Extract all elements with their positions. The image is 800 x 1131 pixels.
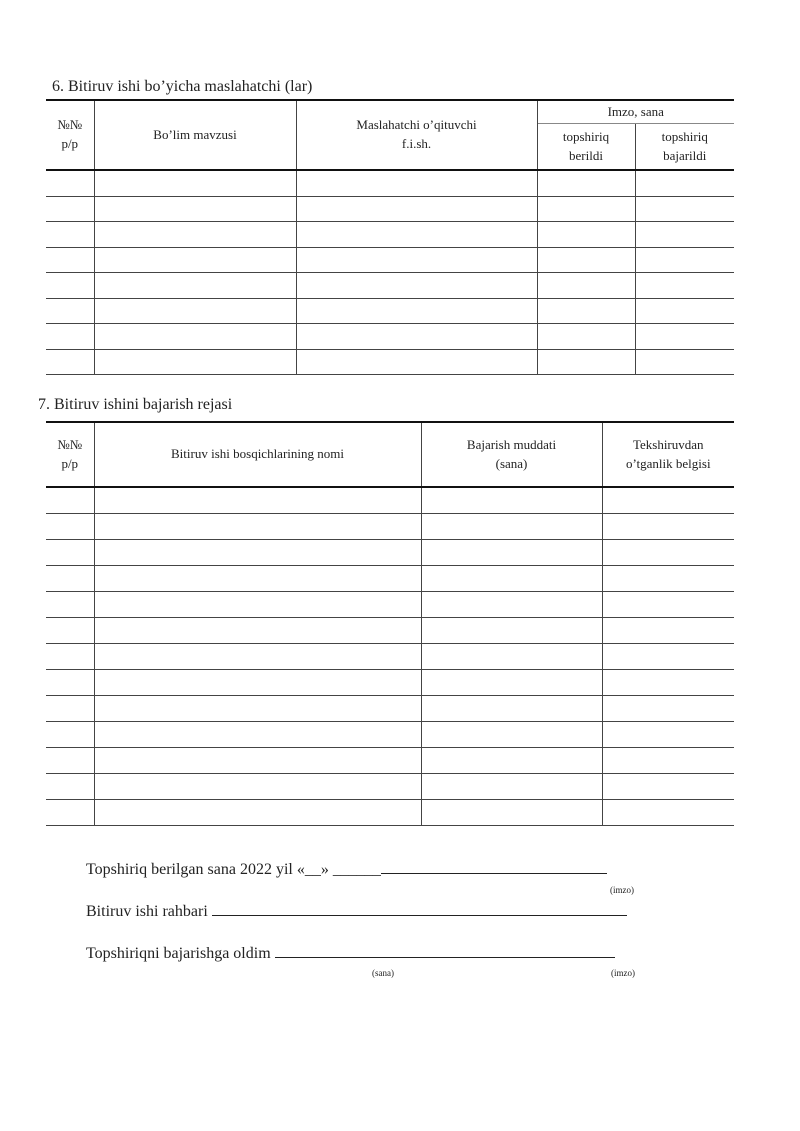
table-row [46, 514, 734, 540]
table-row [46, 592, 734, 618]
table-cell[interactable] [296, 170, 537, 196]
table-cell[interactable] [537, 349, 635, 375]
table-row [46, 298, 734, 324]
table-row [46, 222, 734, 248]
col-adviser-header: Maslahatchi o’qituvchi f.i.sh. [296, 100, 537, 170]
table-cell[interactable] [94, 222, 296, 248]
table-cell[interactable] [635, 298, 734, 324]
table-cell[interactable] [94, 800, 421, 826]
table-cell[interactable] [296, 247, 537, 273]
imzo-caption-2: (imzo) [611, 968, 635, 978]
table-cell[interactable] [602, 618, 734, 644]
col-check-header: Tekshiruvdan o’tganlik belgisi [602, 422, 734, 487]
col-given-header: topshiriq berildi [537, 124, 635, 171]
table-cell[interactable] [602, 722, 734, 748]
table-cell[interactable] [421, 748, 602, 774]
table-cell[interactable] [296, 324, 537, 350]
table-cell[interactable] [94, 349, 296, 375]
table-row [46, 273, 734, 299]
table-row [46, 800, 734, 826]
table-cell[interactable] [46, 349, 94, 375]
table-cell[interactable] [635, 196, 734, 222]
table-row [46, 540, 734, 566]
table-cell[interactable] [46, 196, 94, 222]
table-row [46, 487, 734, 514]
table-cell[interactable] [94, 196, 296, 222]
table-row [46, 618, 734, 644]
table-cell[interactable] [635, 349, 734, 375]
table-cell[interactable] [537, 247, 635, 273]
table-cell[interactable] [46, 696, 94, 722]
table-cell[interactable] [46, 222, 94, 248]
table-cell[interactable] [46, 592, 94, 618]
table-cell[interactable] [94, 670, 421, 696]
table-cell[interactable] [46, 722, 94, 748]
table-cell[interactable] [46, 748, 94, 774]
col-signature-header: Imzo, sana [537, 100, 734, 124]
col-stages-header: Bitiruv ishi bosqichlarining nomi [94, 422, 421, 487]
table-cell[interactable] [602, 774, 734, 800]
table-cell[interactable] [421, 592, 602, 618]
table-cell[interactable] [46, 170, 94, 196]
table-cell[interactable] [421, 696, 602, 722]
table-cell[interactable] [94, 298, 296, 324]
table-cell[interactable] [537, 196, 635, 222]
table-cell[interactable] [94, 170, 296, 196]
col-done-header: topshiriq bajarildi [635, 124, 734, 171]
table-cell[interactable] [46, 324, 94, 350]
table-cell[interactable] [94, 514, 421, 540]
table-cell[interactable] [46, 540, 94, 566]
table-row [46, 644, 734, 670]
table-cell[interactable] [46, 618, 94, 644]
table-cell[interactable] [46, 644, 94, 670]
table-cell[interactable] [94, 748, 421, 774]
table-cell[interactable] [537, 222, 635, 248]
imzo-caption: (imzo) [610, 885, 634, 895]
table-cell[interactable] [46, 774, 94, 800]
table-row [46, 247, 734, 273]
table-cell[interactable] [602, 644, 734, 670]
table-cell[interactable] [46, 487, 94, 514]
table-cell[interactable] [296, 222, 537, 248]
table-cell[interactable] [421, 774, 602, 800]
table-cell[interactable] [421, 644, 602, 670]
table-cell[interactable] [602, 800, 734, 826]
table-cell[interactable] [602, 487, 734, 514]
table-row [46, 774, 734, 800]
table-cell[interactable] [46, 514, 94, 540]
table-cell[interactable] [537, 273, 635, 299]
table-cell[interactable] [46, 566, 94, 592]
plan-table [46, 421, 734, 826]
table-cell[interactable] [94, 696, 421, 722]
table-row [46, 349, 734, 375]
col-deadline-header: Bajarish muddati (sana) [421, 422, 602, 487]
table-cell[interactable] [421, 566, 602, 592]
table-row [46, 748, 734, 774]
table-cell[interactable] [94, 324, 296, 350]
table-cell[interactable] [94, 722, 421, 748]
advisers-table-body [46, 170, 734, 375]
table-cell[interactable] [602, 748, 734, 774]
assignment-date-line: Topshiriq berilgan sana 2022 yil «__» ______ [86, 859, 607, 879]
table-cell[interactable] [421, 618, 602, 644]
table-cell[interactable] [602, 670, 734, 696]
table-cell[interactable] [46, 273, 94, 299]
table-cell[interactable] [602, 514, 734, 540]
table-cell[interactable] [296, 196, 537, 222]
table-cell[interactable] [46, 670, 94, 696]
table-cell[interactable] [421, 487, 602, 514]
accepted-blank[interactable] [275, 943, 615, 958]
table-cell[interactable] [635, 247, 734, 273]
table-cell[interactable] [537, 170, 635, 196]
supervisor-blank[interactable] [212, 901, 627, 916]
col-number-header: №№ p/p [46, 100, 94, 170]
table-row [46, 670, 734, 696]
table-row [46, 696, 734, 722]
table-cell[interactable] [602, 540, 734, 566]
table-cell[interactable] [94, 774, 421, 800]
table-cell[interactable] [94, 566, 421, 592]
table-cell[interactable] [635, 222, 734, 248]
advisers-table [46, 99, 734, 375]
table-cell[interactable] [602, 592, 734, 618]
table-cell[interactable] [46, 247, 94, 273]
table-row [46, 196, 734, 222]
table-cell[interactable] [94, 247, 296, 273]
accepted-line: Topshiriqni bajarishga oldim [86, 943, 615, 963]
table-cell[interactable] [421, 722, 602, 748]
table-cell[interactable] [537, 298, 635, 324]
table-row [46, 566, 734, 592]
table-cell[interactable] [94, 487, 421, 514]
col-topic-header: Bo’lim mavzusi [94, 100, 296, 170]
table-row [46, 324, 734, 350]
section-7-title: 7. Bitiruv ishini bajarish rejasi [38, 396, 233, 413]
signature-blank[interactable] [381, 859, 607, 874]
table-cell[interactable] [46, 800, 94, 826]
table-cell[interactable] [296, 273, 537, 299]
table-cell[interactable] [602, 696, 734, 722]
table-cell[interactable] [635, 170, 734, 196]
plan-table-body [46, 487, 734, 826]
table-cell[interactable] [421, 670, 602, 696]
table-cell[interactable] [94, 592, 421, 618]
table-cell[interactable] [635, 273, 734, 299]
table-cell[interactable] [94, 644, 421, 670]
section-6-title: 6. Bitiruv ishi bo’yicha maslahatchi (lar) [52, 78, 313, 95]
table-cell[interactable] [94, 540, 421, 566]
sana-caption: (sana) [372, 968, 394, 978]
table-row [46, 722, 734, 748]
table-cell[interactable] [94, 618, 421, 644]
table-cell[interactable] [602, 566, 734, 592]
supervisor-line: Bitiruv ishi rahbari [86, 901, 627, 921]
table-cell[interactable] [537, 324, 635, 350]
table-cell[interactable] [421, 800, 602, 826]
table-cell[interactable] [296, 349, 537, 375]
table-cell[interactable] [296, 298, 537, 324]
table-cell[interactable] [635, 324, 734, 350]
table-cell[interactable] [94, 273, 296, 299]
col-number-header: №№ p/p [46, 422, 94, 487]
table-cell[interactable] [46, 298, 94, 324]
table-cell[interactable] [421, 514, 602, 540]
table-cell[interactable] [421, 540, 602, 566]
table-row [46, 170, 734, 196]
